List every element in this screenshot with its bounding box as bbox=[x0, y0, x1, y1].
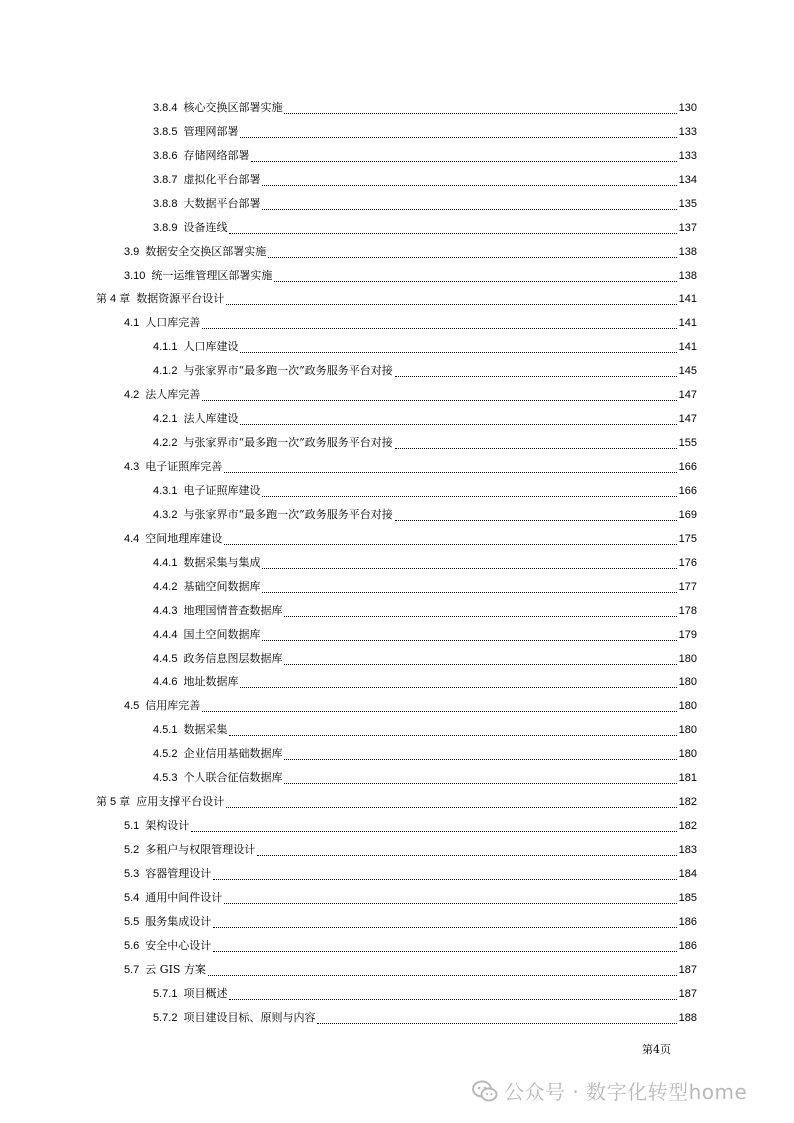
toc-entry-page: 186 bbox=[678, 915, 697, 928]
toc-entry[interactable] bbox=[0, 311, 794, 335]
toc-entry[interactable] bbox=[0, 647, 794, 671]
toc-dot-leader bbox=[262, 185, 676, 186]
toc-entry-number: 3.8.5 bbox=[153, 125, 178, 138]
toc-dot-leader bbox=[224, 472, 676, 473]
toc-dot-leader bbox=[229, 233, 676, 234]
toc-entry[interactable] bbox=[0, 455, 794, 479]
toc-dot-leader bbox=[224, 544, 676, 545]
toc-entry[interactable] bbox=[0, 431, 794, 455]
toc-entry[interactable] bbox=[0, 479, 794, 503]
toc-entry[interactable] bbox=[0, 742, 794, 766]
toc-entry-number: 3.9 bbox=[124, 245, 140, 258]
toc-entry-number: 第 5 章 bbox=[96, 796, 131, 809]
toc-entry[interactable] bbox=[0, 503, 794, 527]
toc-dot-leader bbox=[284, 113, 676, 114]
toc-entry-number: 3.8.7 bbox=[153, 173, 178, 186]
toc-entry-page: 182 bbox=[678, 820, 697, 833]
toc-entry[interactable] bbox=[0, 575, 794, 599]
toc-entry-page: 187 bbox=[678, 963, 697, 976]
toc-dot-leader bbox=[251, 161, 676, 162]
toc-entry-title: 应用支撑平台设计 bbox=[136, 795, 225, 809]
toc-entry-title: 大数据平台部署 bbox=[183, 196, 261, 210]
toc-entry-number: 4.4.2 bbox=[153, 580, 178, 593]
toc-entry-page: 147 bbox=[678, 389, 697, 402]
toc-dot-leader bbox=[262, 496, 676, 497]
toc-entry-number: 4.4.6 bbox=[153, 676, 178, 689]
toc-entry-number: 4.4 bbox=[124, 532, 140, 545]
toc-entry[interactable] bbox=[0, 264, 794, 288]
toc-entry[interactable] bbox=[0, 982, 794, 1006]
toc-entry-page: 133 bbox=[678, 149, 697, 162]
toc-entry-page: 137 bbox=[678, 221, 697, 234]
toc-dot-leader bbox=[229, 735, 676, 736]
wechat-icon bbox=[472, 1079, 498, 1103]
toc-entry[interactable] bbox=[0, 144, 794, 168]
toc-dot-leader bbox=[284, 759, 676, 760]
watermark-text: 公众号 · 数字化转型home bbox=[504, 1080, 748, 1104]
toc-entry-title: 架构设计 bbox=[145, 819, 190, 833]
toc-entry[interactable] bbox=[0, 335, 794, 359]
toc-dot-leader bbox=[262, 592, 676, 593]
toc-entry-number: 4.1.2 bbox=[153, 365, 178, 378]
toc-entry-title: 设备连线 bbox=[183, 220, 228, 234]
toc-entry-page: 166 bbox=[678, 484, 697, 497]
toc-entry-title: 地址数据库 bbox=[183, 675, 239, 689]
toc-dot-leader bbox=[229, 999, 676, 1000]
toc-dot-leader bbox=[226, 807, 676, 808]
toc-dot-leader bbox=[284, 616, 676, 617]
toc-entry[interactable] bbox=[0, 96, 794, 120]
toc-dot-leader bbox=[262, 209, 676, 210]
toc-dot-leader bbox=[213, 879, 676, 880]
toc-entry-page: 181 bbox=[678, 772, 697, 785]
toc-entry-page: 184 bbox=[678, 867, 697, 880]
toc-entry-page: 180 bbox=[678, 700, 697, 713]
toc-entry[interactable] bbox=[0, 551, 794, 575]
toc-dot-leader bbox=[274, 281, 676, 282]
toc-entry-page: 138 bbox=[678, 269, 697, 282]
toc-entry[interactable] bbox=[0, 240, 794, 264]
toc-entry-page: 130 bbox=[678, 101, 697, 114]
toc-entry-page: 180 bbox=[678, 748, 697, 761]
watermark bbox=[472, 1076, 747, 1105]
toc-entry-number: 4.4.4 bbox=[153, 628, 178, 641]
toc-dot-leader bbox=[395, 376, 677, 377]
toc-entry-number: 4.4.3 bbox=[153, 604, 178, 617]
toc-entry-title: 通用中间件设计 bbox=[145, 890, 223, 904]
toc-dot-leader bbox=[202, 328, 676, 329]
toc-entry-number: 5.6 bbox=[124, 939, 140, 952]
toc-dot-leader bbox=[202, 711, 676, 712]
toc-entry-title: 基础空间数据库 bbox=[183, 579, 261, 593]
toc-entry-number: 5.4 bbox=[124, 891, 140, 904]
toc-dot-leader bbox=[213, 927, 676, 928]
toc-entry-title: 信用库完善 bbox=[145, 699, 201, 713]
toc-entry-title: 项目概述 bbox=[183, 986, 228, 1000]
toc-entry-page: 180 bbox=[678, 652, 697, 665]
toc-dot-leader bbox=[262, 640, 676, 641]
toc-entry-title: 与张家界市“最多跑一次”政务服务平台对接 bbox=[183, 507, 393, 521]
toc-entry-number: 5.1 bbox=[124, 820, 140, 833]
toc-entry[interactable] bbox=[0, 814, 794, 838]
toc-entry-title: 企业信用基础数据库 bbox=[183, 747, 283, 761]
toc-entry-page: 166 bbox=[678, 461, 697, 474]
toc-entry[interactable] bbox=[0, 216, 794, 240]
toc-dot-leader bbox=[395, 520, 677, 521]
toc-entry-number: 4.5.2 bbox=[153, 748, 178, 761]
toc-entry[interactable] bbox=[0, 694, 794, 718]
toc-entry-number: 4.2.2 bbox=[153, 437, 178, 450]
toc-entry-page: 182 bbox=[678, 796, 697, 809]
toc-entry-title: 数据采集 bbox=[183, 723, 228, 737]
toc-entry-number: 4.3.1 bbox=[153, 484, 178, 497]
toc-entry-title: 安全中心设计 bbox=[145, 938, 212, 952]
toc-entry-title: 多租户与权限管理设计 bbox=[145, 843, 256, 857]
toc-entry[interactable] bbox=[0, 527, 794, 551]
toc-entry-title: 容器管理设计 bbox=[145, 866, 212, 880]
toc-entry-number: 3.8.4 bbox=[153, 101, 178, 114]
toc-entry-number: 5.3 bbox=[124, 867, 140, 880]
toc-entry[interactable] bbox=[0, 790, 794, 814]
toc-dot-leader bbox=[240, 352, 676, 353]
toc-entry-page: 135 bbox=[678, 197, 697, 210]
toc-entry-title: 法人库建设 bbox=[183, 412, 239, 426]
toc-entry[interactable] bbox=[0, 671, 794, 695]
toc-entry[interactable] bbox=[0, 838, 794, 862]
toc-entry-page: 176 bbox=[678, 556, 697, 569]
toc-dot-leader bbox=[317, 1023, 676, 1024]
toc-dot-leader bbox=[395, 448, 677, 449]
toc-entry[interactable] bbox=[0, 599, 794, 623]
toc-entry[interactable] bbox=[0, 934, 794, 958]
toc-entry[interactable] bbox=[0, 120, 794, 144]
toc-entry-title: 与张家界市“最多跑一次”政务服务平台对接 bbox=[183, 364, 393, 378]
toc-entry-number: 4.4.1 bbox=[153, 556, 178, 569]
toc-entry-title: 项目建设目标、原则与内容 bbox=[183, 1010, 316, 1024]
toc-entry-title: 数据安全交换区部署实施 bbox=[145, 244, 267, 258]
toc-entry-number: 4.5.1 bbox=[153, 724, 178, 737]
toc-entry-number: 5.5 bbox=[124, 915, 140, 928]
toc-entry[interactable] bbox=[0, 766, 794, 790]
table-of-contents bbox=[0, 96, 794, 1030]
toc-dot-leader bbox=[191, 831, 676, 832]
toc-entry-title: 人口库完善 bbox=[145, 316, 201, 330]
toc-entry[interactable] bbox=[0, 910, 794, 934]
toc-entry-page: 180 bbox=[678, 676, 697, 689]
toc-entry-number: 3.8.9 bbox=[153, 221, 178, 234]
toc-entry-page: 141 bbox=[678, 341, 697, 354]
toc-entry-number: 3.8.6 bbox=[153, 149, 178, 162]
toc-entry-title: 国土空间数据库 bbox=[183, 627, 261, 641]
toc-entry-page: 169 bbox=[678, 508, 697, 521]
toc-entry-title: 云 GIS 方案 bbox=[145, 962, 206, 976]
toc-entry-number: 4.5 bbox=[124, 700, 140, 713]
toc-entry-number: 5.7.2 bbox=[153, 1011, 178, 1024]
toc-entry-title: 电子证照库建设 bbox=[183, 483, 261, 497]
toc-dot-leader bbox=[284, 783, 676, 784]
toc-entry-number: 4.2 bbox=[124, 389, 140, 402]
toc-entry-number: 4.1.1 bbox=[153, 341, 178, 354]
toc-entry[interactable] bbox=[0, 192, 794, 216]
toc-entry-number: 4.1 bbox=[124, 317, 140, 330]
toc-entry-page: 175 bbox=[678, 532, 697, 545]
toc-entry-title: 管理网部署 bbox=[183, 124, 239, 138]
toc-entry[interactable] bbox=[0, 1006, 794, 1030]
toc-entry-title: 核心交换区部署实施 bbox=[183, 100, 283, 114]
toc-entry-page: 134 bbox=[678, 173, 697, 186]
toc-entry-page: 155 bbox=[678, 437, 697, 450]
toc-entry-page: 188 bbox=[678, 1011, 697, 1024]
toc-entry-title: 数据资源平台设计 bbox=[136, 292, 225, 306]
toc-entry-page: 179 bbox=[678, 628, 697, 641]
toc-dot-leader bbox=[208, 975, 677, 976]
toc-dot-leader bbox=[202, 400, 676, 401]
toc-entry-title: 地理国情普查数据库 bbox=[183, 603, 283, 617]
toc-entry-number: 5.2 bbox=[124, 844, 140, 857]
toc-entry-number: 5.7.1 bbox=[153, 987, 178, 1000]
toc-entry-title: 虚拟化平台部署 bbox=[183, 172, 261, 186]
toc-entry-number: 3.10 bbox=[124, 269, 146, 282]
toc-entry[interactable] bbox=[0, 168, 794, 192]
toc-entry-page: 187 bbox=[678, 987, 697, 1000]
toc-entry-title: 电子证照库完善 bbox=[145, 460, 223, 474]
toc-entry-title: 统一运维管理区部署实施 bbox=[151, 268, 273, 282]
toc-entry-number: 第 4 章 bbox=[96, 293, 131, 306]
toc-entry-title: 法人库完善 bbox=[145, 388, 201, 402]
toc-entry-page: 183 bbox=[678, 844, 697, 857]
toc-entry-number: 4.4.5 bbox=[153, 652, 178, 665]
toc-entry-number: 3.8.8 bbox=[153, 197, 178, 210]
toc-entry-number: 4.3.2 bbox=[153, 508, 178, 521]
toc-dot-leader bbox=[240, 424, 676, 425]
toc-entry-title: 人口库建设 bbox=[183, 340, 239, 354]
toc-entry-title: 与张家界市“最多跑一次”政务服务平台对接 bbox=[183, 436, 393, 450]
toc-dot-leader bbox=[284, 664, 676, 665]
toc-entry-page: 147 bbox=[678, 413, 697, 426]
toc-entry-number: 4.2.1 bbox=[153, 413, 178, 426]
toc-dot-leader bbox=[257, 855, 676, 856]
toc-entry[interactable] bbox=[0, 623, 794, 647]
toc-entry-title: 政务信息图层数据库 bbox=[183, 651, 283, 665]
toc-entry[interactable] bbox=[0, 288, 794, 312]
toc-entry-page: 180 bbox=[678, 724, 697, 737]
toc-entry[interactable] bbox=[0, 862, 794, 886]
toc-dot-leader bbox=[262, 568, 676, 569]
toc-entry-page: 185 bbox=[678, 891, 697, 904]
toc-entry-number: 5.7 bbox=[124, 963, 140, 976]
toc-entry-number: 4.3 bbox=[124, 461, 140, 474]
toc-entry-page: 177 bbox=[678, 580, 697, 593]
toc-entry-title: 数据采集与集成 bbox=[183, 555, 261, 569]
toc-entry-page: 178 bbox=[678, 604, 697, 617]
toc-dot-leader bbox=[240, 137, 676, 138]
toc-entry-page: 145 bbox=[678, 365, 697, 378]
toc-entry[interactable] bbox=[0, 958, 794, 982]
toc-entry[interactable] bbox=[0, 359, 794, 383]
toc-dot-leader bbox=[268, 257, 676, 258]
toc-entry-title: 个人联合征信数据库 bbox=[183, 771, 283, 785]
toc-dot-leader bbox=[226, 304, 676, 305]
toc-entry-page: 186 bbox=[678, 939, 697, 952]
toc-dot-leader bbox=[213, 951, 676, 952]
toc-entry-page: 141 bbox=[678, 317, 697, 330]
page-number-footer: 第4页 bbox=[642, 1043, 671, 1056]
toc-entry[interactable] bbox=[0, 886, 794, 910]
toc-entry-title: 服务集成设计 bbox=[145, 914, 212, 928]
toc-entry-title: 存储网络部署 bbox=[183, 148, 250, 162]
toc-entry[interactable] bbox=[0, 383, 794, 407]
toc-dot-leader bbox=[224, 903, 676, 904]
toc-dot-leader bbox=[240, 687, 676, 688]
toc-entry-page: 133 bbox=[678, 125, 697, 138]
toc-entry-page: 141 bbox=[678, 293, 697, 306]
toc-entry-number: 4.5.3 bbox=[153, 772, 178, 785]
toc-entry-page: 138 bbox=[678, 245, 697, 258]
toc-entry[interactable] bbox=[0, 718, 794, 742]
toc-entry-title: 空间地理库建设 bbox=[145, 531, 223, 545]
toc-entry[interactable] bbox=[0, 407, 794, 431]
